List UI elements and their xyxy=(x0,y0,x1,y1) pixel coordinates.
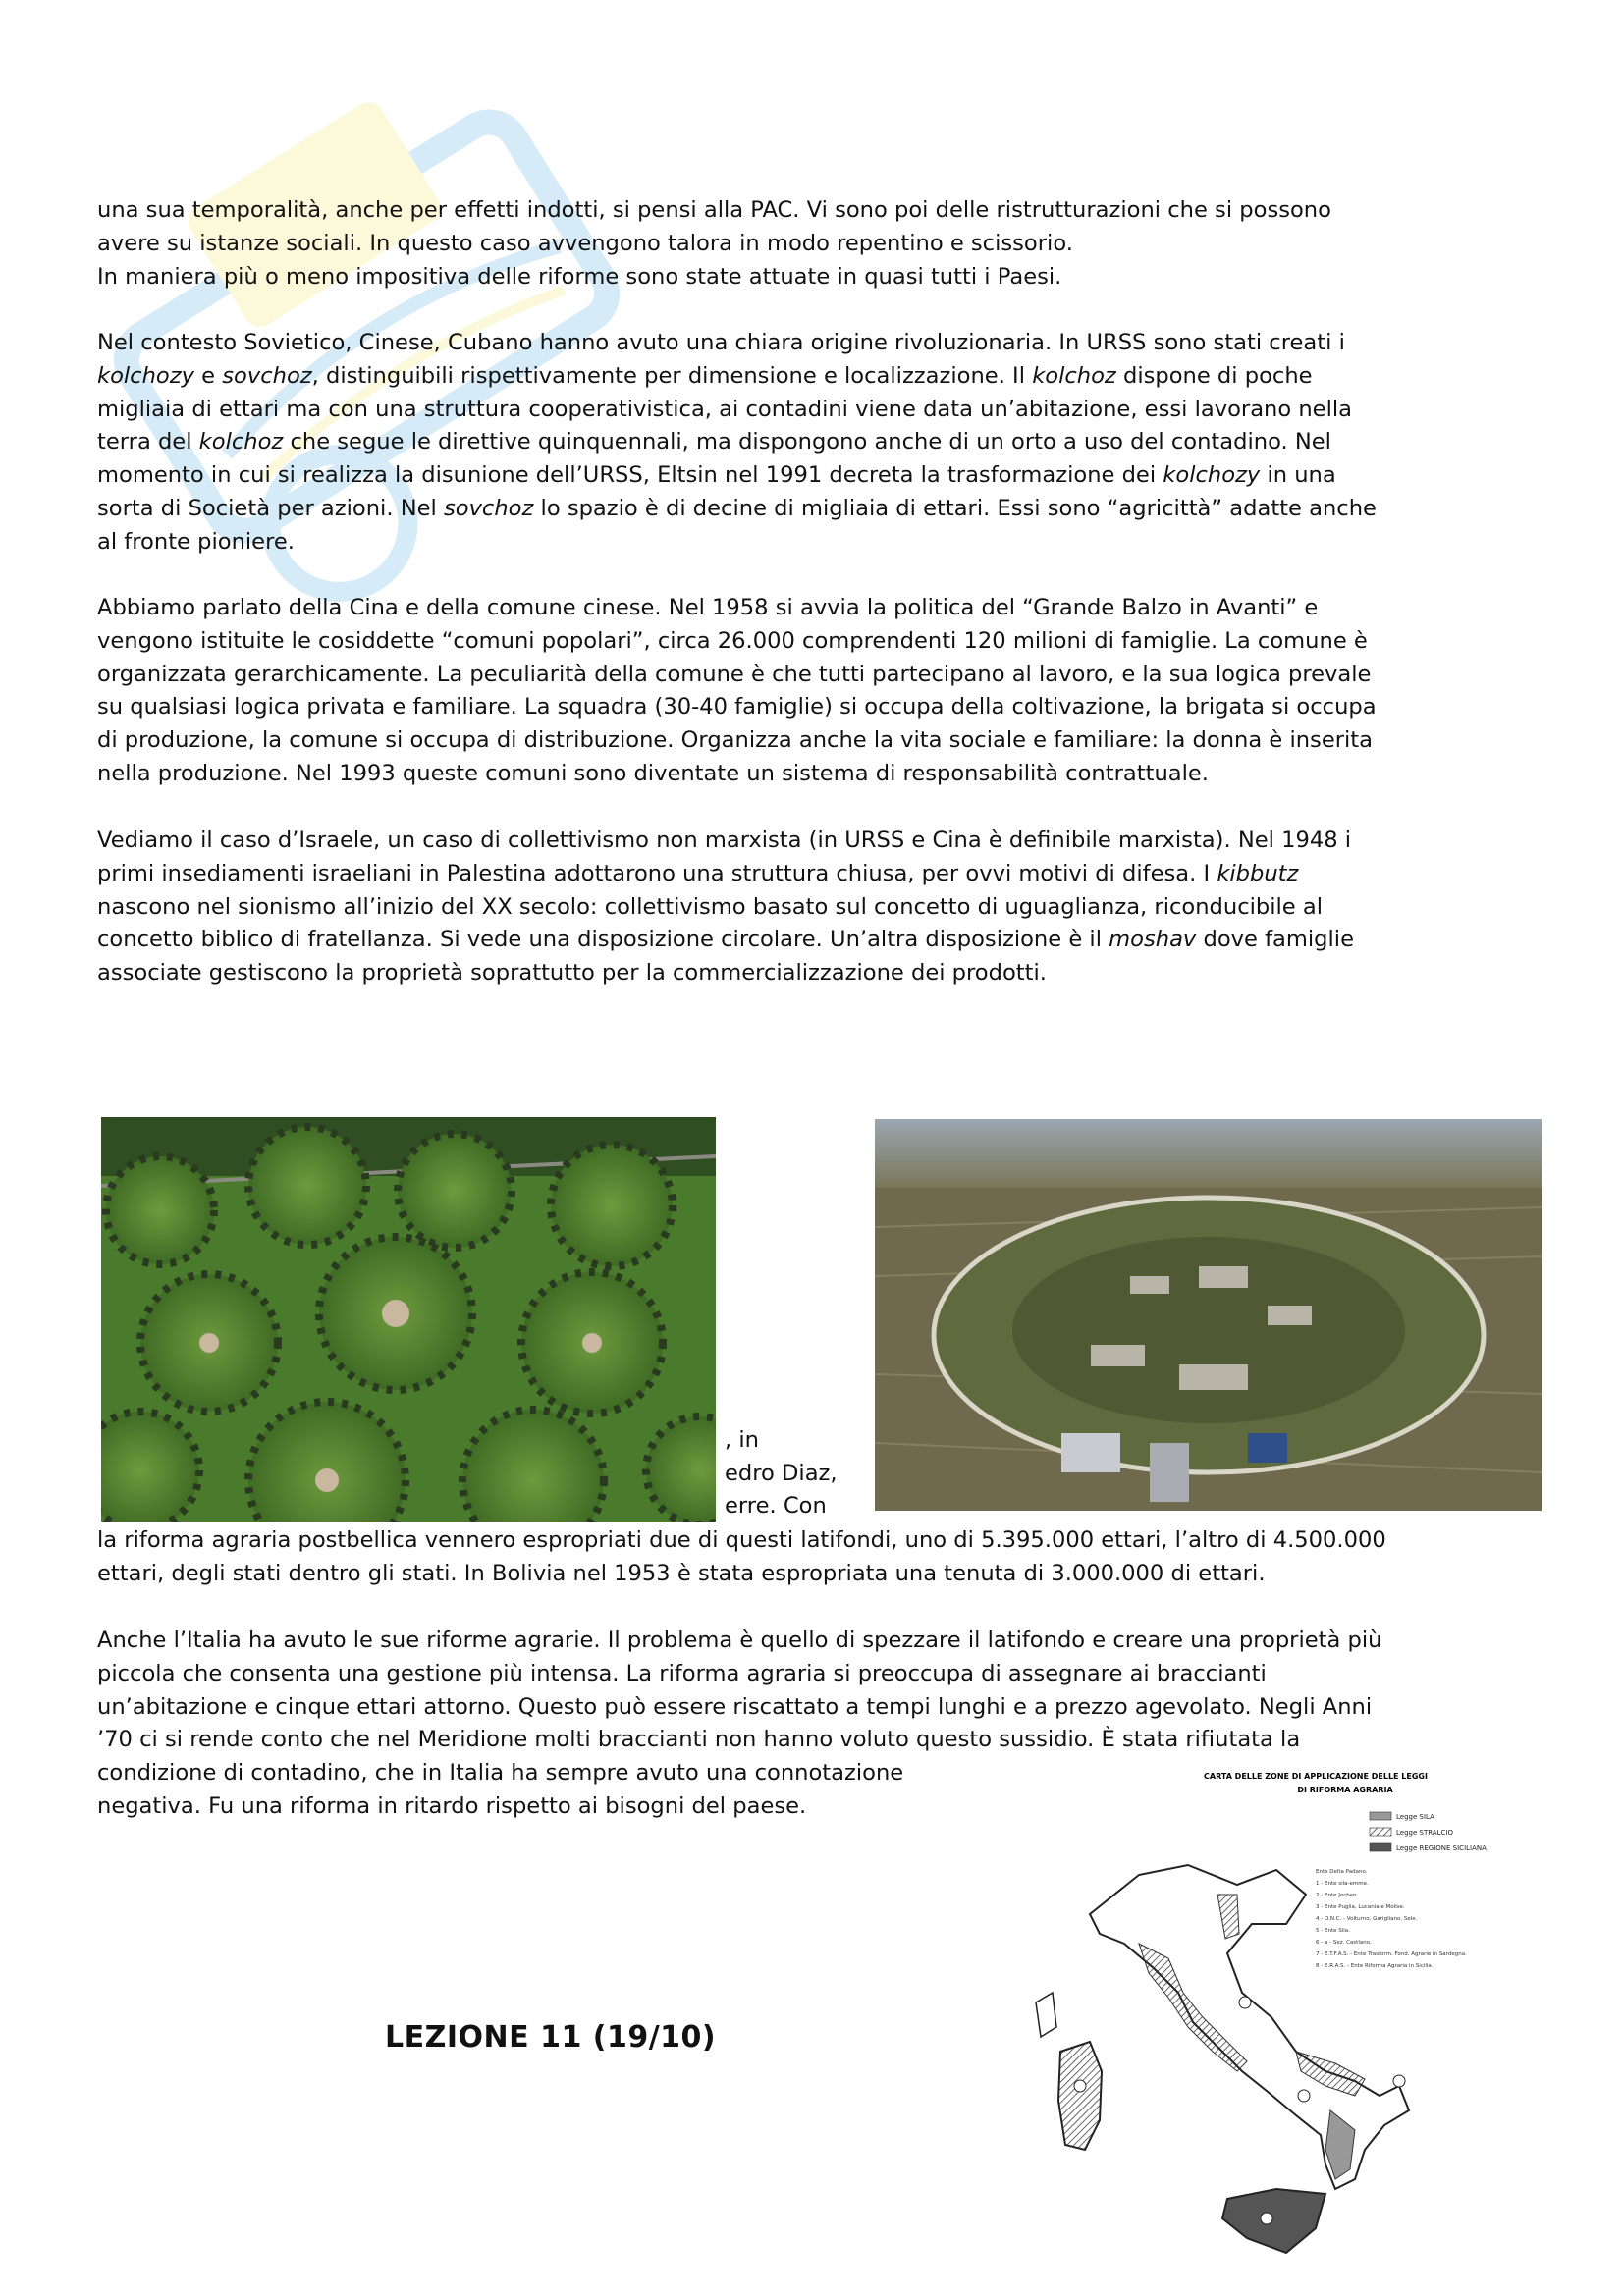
text-line: organizzata gerarchicamente. La peculiarità della comune è che tutti partecipano al lavoro, e la sua logica prevale xyxy=(97,661,1372,687)
text-line xyxy=(97,426,1541,459)
text-line: condizione di contadino, che in Italia ha sempre avuto una connotazione xyxy=(97,1760,904,1787)
text-line: migliaia di ettari ma con una struttura cooperativistica, ai contadini viene data un’abitazione, essi lavorano nella xyxy=(97,396,1352,422)
text-line: la riforma agraria postbellica vennero espropriati due di questi latifondi, uno di 5.395.000 ettari, l’altro di 4.500.000 xyxy=(97,1527,1386,1553)
text-fragment: edro Diaz, xyxy=(725,1461,838,1486)
text-line: un’abitazione e cinque ettari attorno. Questo può essere riscattato a tempi lunghi e a prezzo agevolato. Negli Anni xyxy=(97,1693,1373,1720)
map-list-item: 6 - a - Sez. Castlano. xyxy=(1316,1940,1372,1946)
map-list-item: Ente Delta Padano. xyxy=(1316,1869,1368,1875)
text-span: primi insediamenti israeliani in Palestina adottarono una struttura chiusa, per ovvi motivi di difesa. I xyxy=(97,860,1217,886)
agrarian-reform-map xyxy=(1031,1757,1542,2268)
text-span: momento in cui si realizza la disunione dell’URSS, Eltsin nel 1991 decreta la trasformazione dei xyxy=(97,462,1163,489)
text-line: una sua temporalità, anche per effetti indotti, si pensi alla PAC. Vi sono poi delle ristrutturazioni che si possono xyxy=(97,197,1331,223)
text-line xyxy=(97,360,1541,394)
text-span: lo spazio è di decine di migliaia di ettari. Essi sono “agricittà” adatte anche xyxy=(533,495,1377,521)
paragraph-5 xyxy=(97,1524,1541,1591)
text-span: e xyxy=(193,362,223,389)
map-list-item: 1 - Ente sila-emme. xyxy=(1316,1881,1369,1887)
term-kolchoz: kolchoz xyxy=(1032,362,1116,389)
paragraph-4 xyxy=(97,825,1541,990)
term-kolchoz: kolchoz xyxy=(198,429,284,455)
map-list-item: 5 - Ente Sila. xyxy=(1316,1928,1350,1934)
text-line: Abbiamo parlato della Cina e della comune cinese. Nel 1958 si avvia la politica del “Grande Balzo in Avanti” e xyxy=(97,595,1319,620)
text-span: che segue le direttive quinquennali, ma dispongono anche di un orto a uso del contadino. Nel xyxy=(283,429,1331,455)
text-line: Nel contesto Sovietico, Cinese, Cubano hanno avuto una chiara origine rivoluzionaria. In URSS sono stati creati i xyxy=(97,330,1345,355)
text-span: dispone di poche xyxy=(1115,362,1313,389)
text-line: su qualsiasi logica privata e familiare. La squadra (30-40 famiglie) si occupa della coltivazione, la brigata si occupa xyxy=(97,694,1377,721)
text-line: piccola che consenta una gestione più intensa. La riforma agraria si preoccupa di assegnare ai braccianti xyxy=(97,1660,1267,1686)
aerial-photo-circular-settlements xyxy=(101,1117,716,1522)
term-sovchoz: sovchoz xyxy=(222,362,312,389)
term-kibbutz: kibbutz xyxy=(1217,860,1299,886)
text-line xyxy=(97,459,1541,493)
map-list-item: 4 - O.N.C. - Volturno, Garigliano, Sele. xyxy=(1316,1916,1418,1922)
text-line: avere su istanze sociali. In questo caso avvengono talora in modo repentino e scissorio. xyxy=(97,230,1073,256)
text-span: sorta di Società per azioni. Nel xyxy=(97,495,444,521)
paragraph-2 xyxy=(97,327,1541,560)
text-fragment: erre. Con xyxy=(725,1493,827,1519)
map-list-item: 2 - Ente Jochen. xyxy=(1316,1893,1359,1898)
text-line: ettari, degli stati dentro gli stati. In Bolivia nel 1953 è stata espropriata una tenuta di 3.000.000 di ettari. xyxy=(97,1560,1266,1586)
text-line: al fronte pioniere. xyxy=(97,528,295,555)
text-line: ’70 ci si rende conto che nel Meridione molti braccianti non hanno voluto questo sussidio. È stata rifiutata la xyxy=(97,1727,1301,1753)
lesson-heading: LEZIONE 11 (19/10) xyxy=(385,2020,717,2055)
text-line: nella produzione. Nel 1993 queste comuni sono diventate un sistema di responsabilità contrattuale. xyxy=(97,760,1209,786)
text-line xyxy=(97,858,1541,891)
text-span: , distinguibili rispettivamente per dimensione e localizzazione. Il xyxy=(311,362,1033,389)
map-title: CARTA DELLE ZONE DI APPLICAZIONE DELLE LEGGI xyxy=(1204,1772,1428,1781)
text-line: associate gestiscono la proprietà soprattutto per la commercializzazione dei prodotti. xyxy=(97,960,1047,987)
text-span: dove famiglie xyxy=(1196,927,1354,953)
text-line: Anche l’Italia ha avuto le sue riforme agrarie. Il problema è quello di spezzare il latifondo e creare una proprietà più xyxy=(97,1628,1382,1653)
text-line xyxy=(97,924,1541,957)
text-line: Vediamo il caso d’Israele, un caso di collettivismo non marxista (in URSS e Cina è definibile marxista). Nel 1948 i xyxy=(97,828,1352,853)
text-line: negativa. Fu una riforma in ritardo rispetto ai bisogni del paese. xyxy=(97,1792,807,1819)
legend-item: Legge REGIONE SICILIANA xyxy=(1396,1844,1487,1852)
text-line xyxy=(97,493,1541,526)
term-kolchozy: kolchozy xyxy=(97,362,194,389)
term-sovchoz: sovchoz xyxy=(443,495,534,521)
text-line: di produzione, la comune si occupa di distribuzione. Organizza anche la vita sociale e familiare: la donna è inserita xyxy=(97,727,1373,754)
term-kolchozy: kolchozy xyxy=(1163,462,1261,489)
map-list-item: 8 - E.R.A.S. - Ente Riforma Agraria in Sicilia. xyxy=(1316,1963,1434,1969)
aerial-photo-moshav xyxy=(875,1119,1542,1511)
text-span: concetto biblico di fratellanza. Si vede una disposizione circolare. Un’altra disposizione è il xyxy=(97,927,1109,953)
text-fragment: , in xyxy=(725,1427,759,1453)
paragraph-1 xyxy=(97,194,1541,294)
map-list-item: 3 - Ente Puglia, Lucania e Molise. xyxy=(1316,1904,1405,1910)
text-span: terra del xyxy=(97,429,199,455)
text-line: nascono nel sionismo all’inizio del XX secolo: collettivismo basato sul concetto di uguaglianza, riconducibile al xyxy=(97,893,1323,920)
legend-item: Legge SILA xyxy=(1396,1813,1434,1821)
term-moshav: moshav xyxy=(1109,927,1197,953)
text-line: In maniera più o meno impositiva delle riforme sono state attuate in quasi tutti i Paesi. xyxy=(97,263,1062,290)
text-line: vengono istituite le cosiddette “comuni popolari”, circa 26.000 comprendenti 120 milioni di famiglie. La comune è xyxy=(97,627,1368,654)
legend-item: Legge STRALCIO xyxy=(1396,1829,1453,1837)
map-list-item: 7 - E.T.F.A.S. - Ente Trasform. Fond. Agrarie in Sardegna. xyxy=(1316,1951,1467,1957)
text-span: in una xyxy=(1260,462,1336,489)
map-subtitle: DI RIFORMA AGRARIA xyxy=(1297,1786,1393,1794)
paragraph-3 xyxy=(97,592,1541,791)
